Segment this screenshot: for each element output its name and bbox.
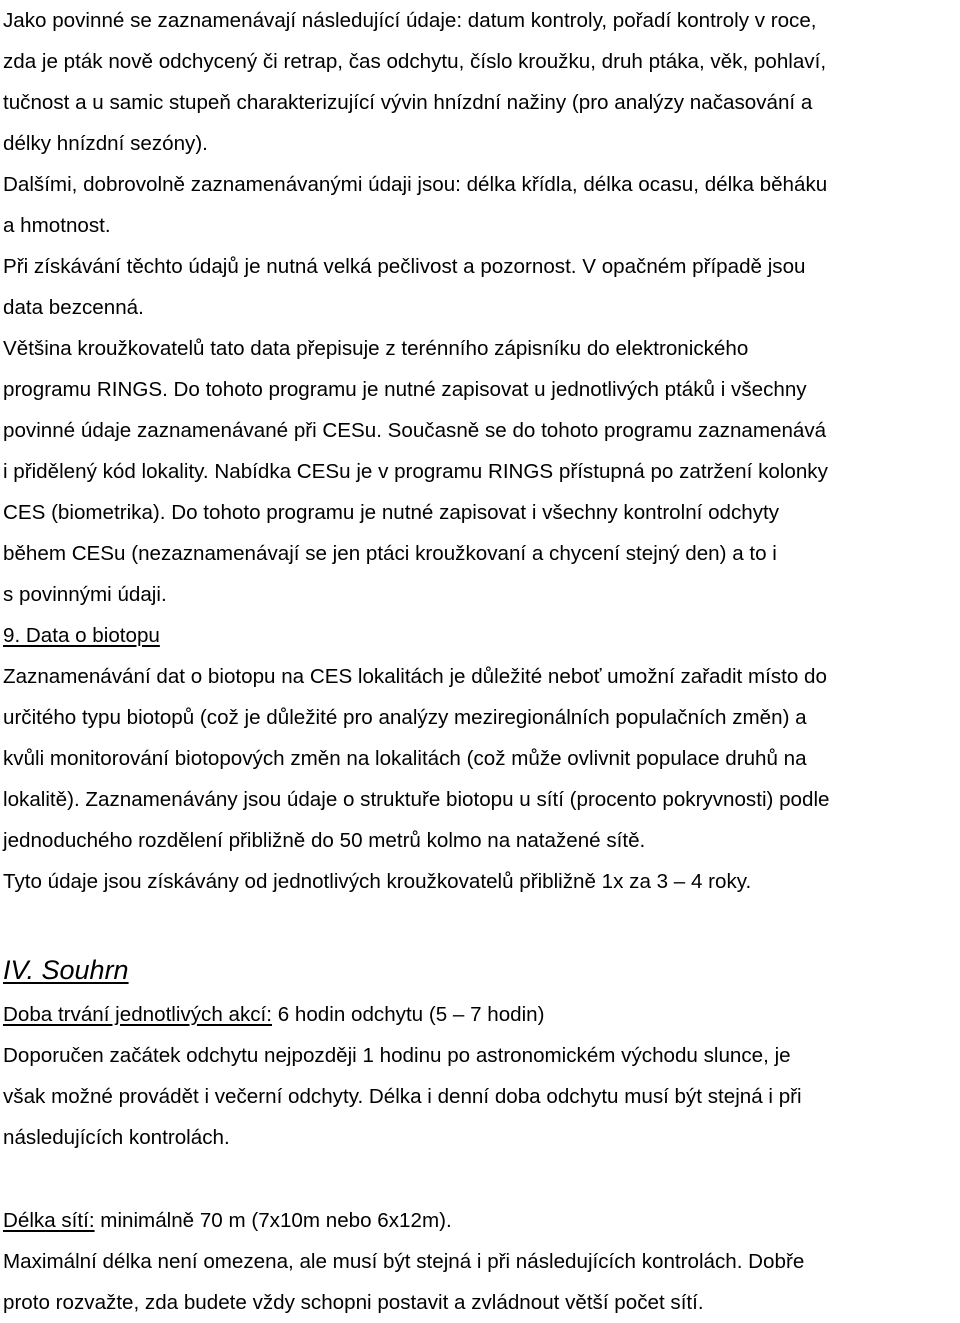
text-line: povinné údaje zaznamenávané při CESu. Současně se do tohoto programu zaznamenává (3, 419, 827, 442)
summary-heading: IV. Souhrn (3, 955, 129, 985)
section-9-heading: 9. Data o biotopu (3, 624, 160, 647)
text-line: určitého typu biotopů (což je důležité pro analýzy meziregionálních populačních změn) a (3, 706, 807, 729)
section-9 (3, 615, 830, 902)
text-line: však možné provádět i večerní odchyty. Délka i denní doba odchytu musí být stejná i při (3, 1085, 802, 1108)
text-line: i přidělený kód lokality. Nabídka CESu je v programu RINGS přístupná po zatržení kolonky (3, 460, 828, 483)
text-line: během CESu (nezaznamenávají se jen ptáci kroužkovaní a chycení stejný den) a to i (3, 542, 777, 565)
text-line: tučnost a u samic stupeň charakterizující vývin hnízdní nažiny (pro analýzy načasování a (3, 91, 813, 114)
text-line: Dalšími, dobrovolně zaznamenávanými údaji jsou: délka křídla, délka ocasu, délka běháku (3, 173, 828, 196)
text-line: programu RINGS. Do tohoto programu je nutné zapisovat u jednotlivých ptáků i všechny (3, 378, 807, 401)
paragraph-mandatory-data (3, 0, 828, 615)
text-line: Jako povinné se zaznamenávají následující údaje: datum kontroly, pořadí kontroly v roce, (3, 9, 817, 32)
summary-section (3, 948, 129, 992)
nets-value: minimálně 70 m (7x10m nebo 6x12m). (94, 1209, 452, 1232)
text-line: jednoduchého rozdělení přibližně do 50 metrů kolmo na natažené sítě. (3, 829, 646, 852)
text-line: Tyto údaje jsou získávány od jednotlivých kroužkovatelů přibližně 1x za 3 – 4 roky. (3, 870, 752, 893)
text-line: Doporučen začátek odchytu nejpozději 1 hodinu po astronomickém východu slunce, je (3, 1044, 791, 1067)
text-line: s povinnými údaji. (3, 583, 167, 606)
text-line: Maximální délka není omezena, ale musí být stejná i při následujících kontrolách. Dobře (3, 1250, 805, 1273)
text-line: Při získávání těchto údajů je nutná velká pečlivost a pozornost. V opačném případě jsou (3, 255, 806, 278)
text-line: Většina kroužkovatelů tato data přepisuje z terénního zápisníku do elektronického (3, 337, 749, 360)
duration-label: Doba trvání jednotlivých akcí: (3, 1003, 272, 1026)
summary-nets (3, 1200, 804, 1323)
text-line: zda je pták nově odchycený či retrap, čas odchytu, číslo kroužku, druh ptáka, věk, pohlaví, (3, 50, 827, 73)
summary-duration (3, 994, 802, 1158)
text-line: následujících kontrolách. (3, 1126, 230, 1149)
text-line: proto rozvažte, zda budete vždy schopni postavit a zvládnout větší počet sítí. (3, 1291, 704, 1314)
text-line: data bezcenná. (3, 296, 144, 319)
text-line: kvůli monitorování biotopových změn na lokalitách (což může ovlivnit populace druhů na (3, 747, 807, 770)
duration-line (3, 994, 802, 1035)
nets-label: Délka sítí: (3, 1209, 95, 1232)
text-line: a hmotnost. (3, 214, 111, 237)
text-line: Zaznamenávání dat o biotopu na CES lokalitách je důležité neboť umožní zařadit místo do (3, 665, 827, 688)
text-line: CES (biometrika). Do tohoto programu je nutné zapisovat i všechny kontrolní odchyty (3, 501, 780, 524)
text-line: lokalitě). Zaznamenávány jsou údaje o struktuře biotopu u sítí (procento pokryvnosti) podle (3, 788, 830, 811)
nets-line (3, 1200, 804, 1241)
duration-value: 6 hodin odchytu (5 – 7 hodin) (272, 1003, 545, 1026)
text-line: délky hnízdní sezóny). (3, 132, 208, 155)
